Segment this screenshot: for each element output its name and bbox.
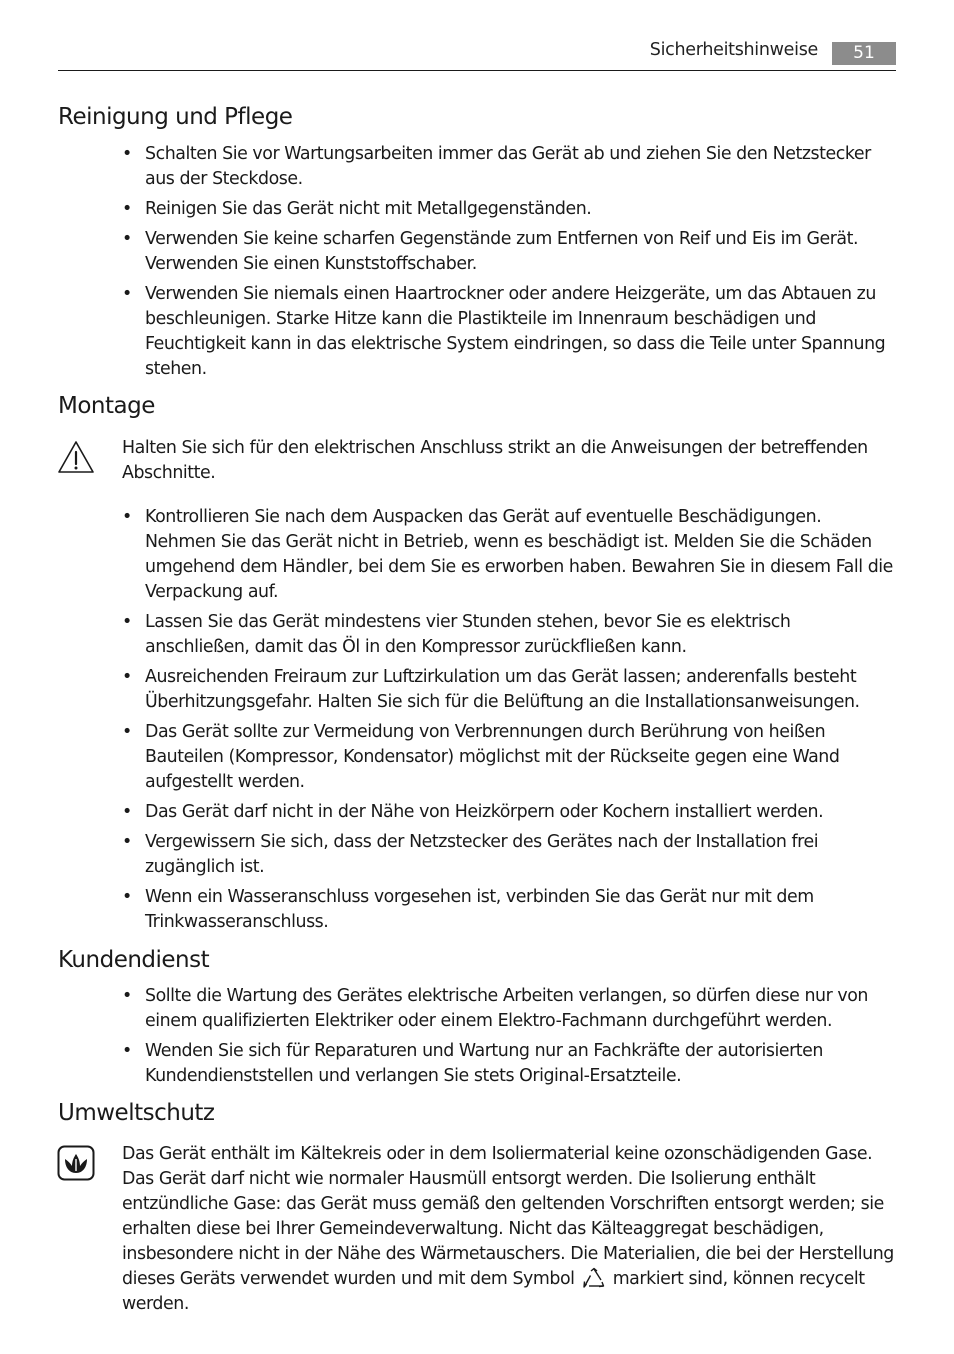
section-title-umweltschutz: Umweltschutz <box>58 1100 215 1126</box>
list-item: • Schalten Sie vor Wartungsarbeiten immer das Gerät ab und ziehen Sie den Netzstecker aus der Steckdose. <box>122 142 897 192</box>
kundendienst-list <box>122 984 897 1094</box>
list-item: • Reinigen Sie das Gerät nicht mit Metallgegenständen. <box>122 197 897 222</box>
page-number: 51 <box>832 42 896 65</box>
section-title-reinigung: Reinigung und Pflege <box>58 104 293 130</box>
section-title-montage: Montage <box>58 393 155 419</box>
header-section-title: Sicherheitshinweise <box>649 40 818 60</box>
umweltschutz-text-part1: Das Gerät enthält im Kältekreis oder in dem Isoliermaterial keine ozonschädigenden Gase. Das Gerät darf nicht wie normaler Hausmüll entsorgt werden. Die Isolierung enthält entzündliche Gase: das Gerät muss gemäß den geltenden Vorschriften entsorgt werden; sie erhalten diese bei Ihrer Gemeindeverwaltung. Nicht das Kälteaggregat beschädigen, insbesondere nicht in der Nähe des Wärmetauschers. Die Materialien, die bei der Herstellung dieses Geräts verwendet wurden und mit dem Symbol <box>122 1144 894 1289</box>
list-item: • Kontrollieren Sie nach dem Auspacken das Gerät auf eventuelle Beschädigungen. Nehmen Sie das Gerät nicht in Betrieb, wenn es beschädigt ist. Melden Sie die Schäden umgehend dem Händler, bei dem Sie es erworben haben. Bewahren Sie in diesem Fall die Verpackung auf. <box>122 505 897 605</box>
header-rule <box>58 70 896 71</box>
list-item: • Vergewissern Sie sich, dass der Netzstecker des Gerätes nach der Installation frei zugänglich ist. <box>122 830 897 880</box>
umweltschutz-text-part2: markiert sind, können recycelt werden. <box>122 1269 865 1314</box>
list-item: • Sollte die Wartung des Gerätes elektrische Arbeiten verlangen, so dürfen diese nur von einem qualifizierten Elektriker oder einem Elektro-Fachmann durchgeführt werden. <box>122 984 897 1034</box>
list-item: • Das Gerät sollte zur Vermeidung von Verbrennungen durch Berührung von heißen Bauteilen (Kompressor, Kondensator) möglichst mit der Rückseite gegen eine Wand aufgestellt werden. <box>122 720 897 795</box>
environment-flower-icon <box>57 1145 95 1181</box>
recycle-icon <box>582 1267 606 1289</box>
page-header <box>58 36 896 72</box>
list-item: • Wenn ein Wasseranschluss vorgesehen ist, verbinden Sie das Gerät nur mit dem Trinkwasseranschluss. <box>122 885 897 935</box>
list-item: • Verwenden Sie niemals einen Haartrockner oder andere Heizgeräte, um das Abtauen zu beschleunigen. Starke Hitze kann die Plastikteile im Innenraum beschädigen und Feuchtigkeit kann in das elektrische System eindringen, so dass die Teile unter Spannung stehen. <box>122 282 897 382</box>
montage-warning-text: Halten Sie sich für den elektrischen Anschluss strikt an die Anweisungen der betreffenden Abschnitte. <box>122 438 868 483</box>
list-item: • Verwenden Sie keine scharfen Gegenstände zum Entfernen von Reif und Eis im Gerät. Verwenden Sie einen Kunststoffschaber. <box>122 227 897 277</box>
list-item: • Lassen Sie das Gerät mindestens vier Stunden stehen, bevor Sie es elektrisch anschließen, damit das Öl in den Kompressor zurückfließen kann. <box>122 610 897 660</box>
section-title-kundendienst: Kundendienst <box>58 947 210 973</box>
list-item: • Ausreichenden Freiraum zur Luftzirkulation um das Gerät lassen; anderenfalls besteht Überhitzungsgefahr. Halten Sie sich für die Belüftung an die Installationsanweisungen. <box>122 665 897 715</box>
warning-triangle-icon <box>57 440 95 474</box>
list-item: • Wenden Sie sich für Reparaturen und Wartung nur an Fachkräfte der autorisierten Kundendienststellen und verlangen Sie stets Original-Ersatzteile. <box>122 1039 897 1089</box>
umweltschutz-text <box>122 1142 897 1317</box>
reinigung-list <box>122 142 897 387</box>
list-item: • Das Gerät darf nicht in der Nähe von Heizkörpern oder Kochern installiert werden. <box>122 800 897 825</box>
montage-list <box>122 505 897 940</box>
